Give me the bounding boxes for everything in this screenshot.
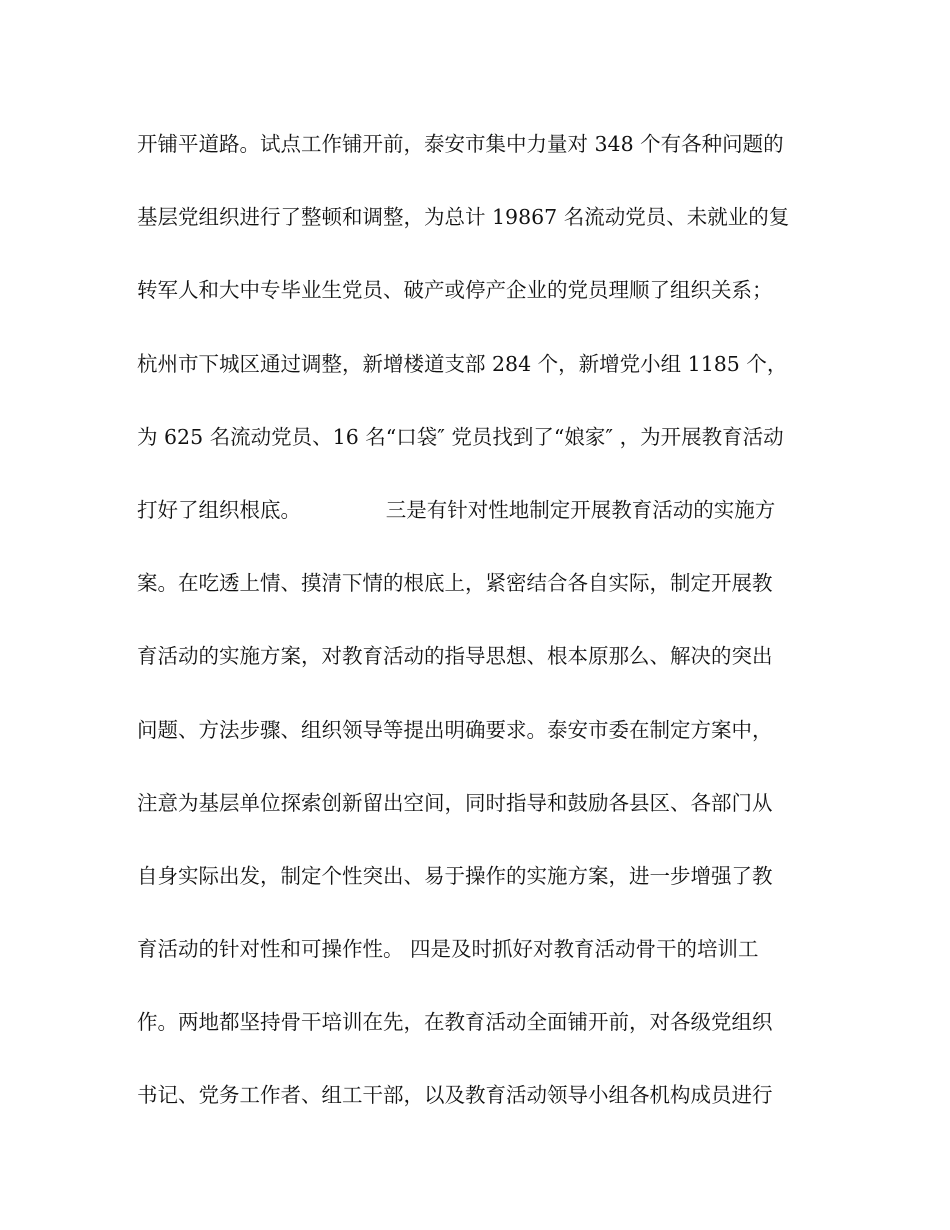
text-line-9: 问题、方法步骤、组织领导等提出明确要求。泰安市委在制定方案中，: [137, 717, 773, 742]
text-line-4: 杭州市下城区通过调整，新增楼道支部 284 个，新增党小组 1185 个，: [137, 351, 788, 376]
text-line-1: 开铺平道路。试点工作铺开前，泰安市集中力量对 348 个有各种问题的: [137, 132, 784, 156]
text-line-13: 作。两地都坚持骨干培训在先，在教育活动全面铺开前，对各级党组织: [137, 1010, 773, 1035]
text-line-8: 育活动的实施方案，对教育活动的指导思想、根本原那么、解决的突出: [137, 644, 773, 669]
body-text: [137, 122, 827, 1147]
text-line-14: 书记、党务工作者、组工干部，以及教育活动领导小组各机构成员进行: [137, 1083, 773, 1108]
text-line-11: 自身实际出发，制定个性突出、易于操作的实施方案，进一步增强了教: [137, 863, 773, 888]
text-line-12: 育活动的针对性和可操作性。 四是及时抓好对教育活动骨干的培训工: [137, 937, 759, 962]
text-line-6: 打好了组织根底。 三是有针对性地制定开展教育活动的实施方: [137, 497, 776, 522]
text-line-7: 案。在吃透上情、摸清下情的根底上，紧密结合各自实际，制定开展教: [137, 571, 773, 596]
text-line-2: 基层党组织进行了整顿和调整，为总计 19867 名流动党员、未就业的复: [137, 205, 790, 230]
text-line-3: 转军人和大中专毕业生党员、破产或停产企业的党员理顺了组织关系；: [137, 278, 773, 303]
text-line-5: 为 625 名流动党员、16 名“口袋″ 党员找到了“娘家″ ，为开展教育活动: [137, 424, 784, 449]
text-line-10: 注意为基层单位探索创新留出空间，同时指导和鼓励各县区、各部门从: [137, 790, 773, 815]
